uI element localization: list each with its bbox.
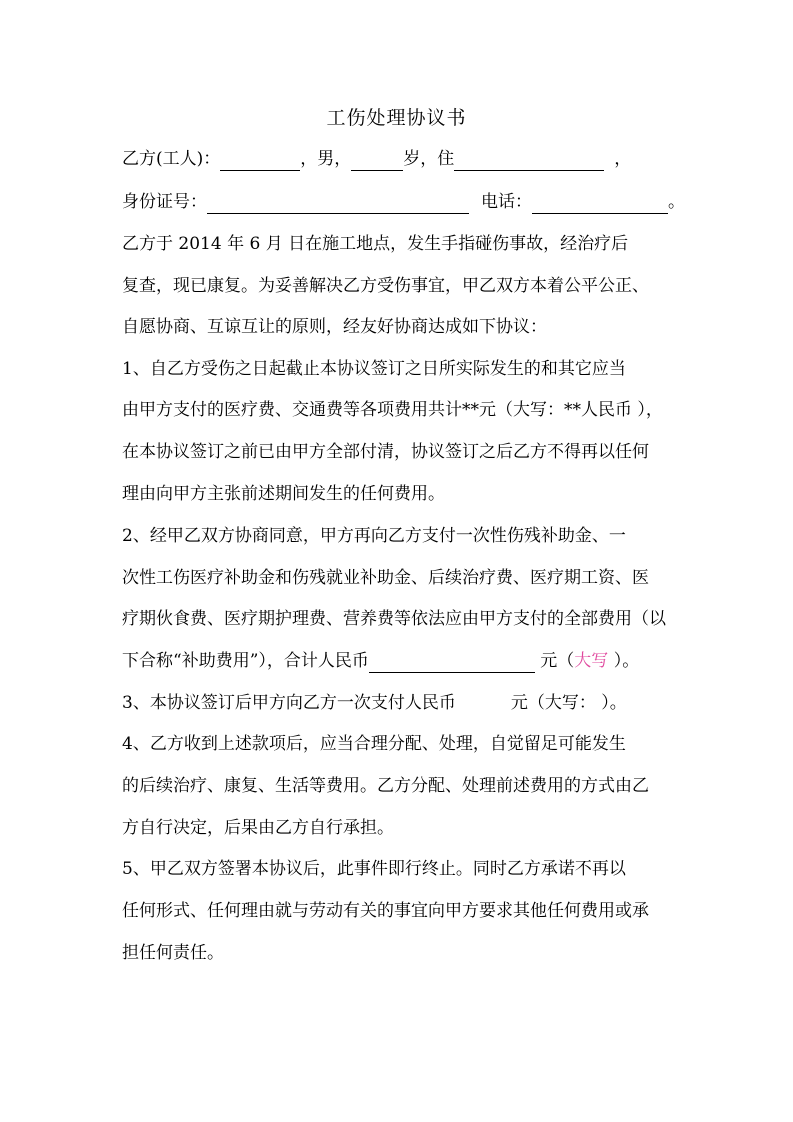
intro-line: 复查，现已康复。为妥善解决乙方受伤事宜，甲乙双方本着公平公正、: [122, 276, 649, 296]
clause1-line: 理由向甲方主张前述期间发生的任何费用。: [122, 484, 445, 504]
clause4-line: 方自行决定，后果由乙方自行承担。: [122, 818, 394, 838]
id-number-blank[interactable]: [207, 193, 469, 214]
party-info-line: [122, 147, 682, 171]
clause1-line: 1、自乙方受伤之日起截止本协议签订之日所实际发生的和其它应当: [122, 359, 626, 379]
yuan-unit: 元（: [534, 651, 575, 671]
id-line-end: 。: [668, 192, 685, 212]
age-label: 岁: [403, 149, 421, 169]
residence-label: ，住: [420, 149, 455, 169]
phone-blank[interactable]: [532, 193, 668, 214]
id-phone-line: [122, 190, 685, 214]
clause2-line: 2、经甲乙双方协商同意，甲方再向乙方支付一次性伤残补助金、一: [122, 526, 626, 546]
clause1-line: 由甲方支付的医疗费、交通费等各项费用共计**元（大写：**人民币 ），: [122, 400, 663, 420]
party-prefix: 乙方(工人)：: [122, 149, 221, 169]
intro-line: 乙方于 2014 年 6 月 日在施工地点，发生手指碰伤事故，经治疗后: [122, 234, 629, 254]
clause3-tail: 元（大写： ）。: [510, 693, 627, 713]
clause3-line: [122, 691, 682, 715]
clause4-line: 的后续治疗、康复、生活等费用。乙方分配、处理前述费用的方式由乙: [122, 776, 649, 796]
clause4-line: 4、乙方收到上述款项后，应当合理分配、处理，自觉留足可能发生: [122, 734, 626, 754]
clause2-last-text: 下合称“补助费用”），合计人民币: [122, 651, 369, 671]
clause2-end: ）。: [608, 651, 640, 671]
residence-blank[interactable]: [454, 150, 604, 171]
clause5-line: 5、甲乙双方签署本协议后，此事件即行终止。同时乙方承诺不再以: [122, 859, 626, 879]
total-amount-blank[interactable]: [369, 652, 535, 673]
clause2-line: 疗期伙食费、医疗期护理费、营养费等依法应由甲方支付的全部费用（以: [122, 609, 666, 629]
id-label: 身份证号：: [122, 192, 207, 212]
daxie-highlight: 大写: [574, 651, 609, 671]
name-blank[interactable]: [220, 150, 300, 171]
phone-label: 电话：: [481, 192, 532, 212]
party-end: ，: [614, 149, 632, 169]
age-blank[interactable]: [351, 150, 403, 171]
clause5-line: 担任何责任。: [122, 943, 224, 963]
intro-line: 自愿协商、互谅互让的原则，经友好协商达成如下协议：: [122, 317, 547, 337]
document-title: 工伤处理协议书: [326, 107, 467, 129]
clause5-line: 任何形式、任何理由就与劳动有关的事宜向甲方要求其他任何费用或承: [122, 901, 649, 921]
clause3-text: 3、本协议签订后甲方向乙方一次支付人民币: [122, 693, 456, 713]
gender-text: ，男，: [300, 149, 352, 169]
clause1-line: 在本协议签订之前已由甲方全部付清，协议签订之后乙方不得再以任何: [122, 442, 649, 462]
clause2-line: 次性工伤医疗补助金和伤残就业补助金、后续治疗费、医疗期工资、医: [122, 568, 649, 588]
clause2-last-line: [122, 649, 682, 673]
